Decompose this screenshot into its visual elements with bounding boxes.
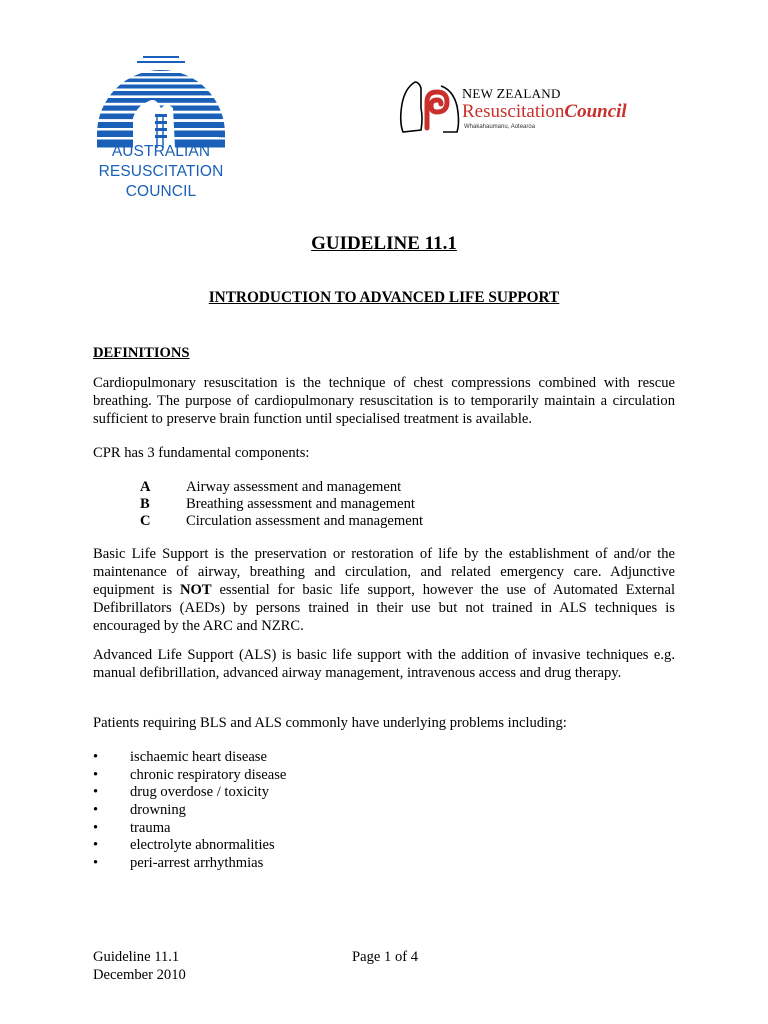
list-item-text: drowning [130, 802, 186, 818]
component-letter: B [140, 496, 150, 512]
arc-logo-line: RESUSCITATION [98, 163, 224, 180]
section-title: INTRODUCTION TO ADVANCED LIFE SUPPORT [208, 289, 560, 306]
bls-definition-paragraph [93, 545, 675, 635]
cpr-definition-paragraph: Cardiopulmonary resuscitation is the technique of chest compressions combined with rescue breathing. The purpose of cardiopulmonary resuscitation is to temporarily maintain a circulation sufficient to preserve brain function until specialised treatment is available. [93, 375, 675, 427]
cpr-components-intro: CPR has 3 fundamental components: [93, 445, 310, 461]
page-number: Page 1 of 4 [352, 949, 419, 965]
bullet-icon: • [93, 820, 99, 836]
footer-date: December 2010 [93, 967, 186, 983]
underlying-problems-intro: Patients requiring BLS and ALS commonly have underlying problems including: [93, 715, 567, 731]
footer-guideline: Guideline 11.1 [93, 949, 180, 965]
nzrc-name-text [462, 101, 627, 123]
footer-left [93, 948, 186, 984]
bls-text-a: Basic Life Support is the preservation or restoration of life by the establishment of and/or the maintenance of airway, breathing and circulation, and related emergency care. Adjunctive equipment is [93, 546, 675, 598]
list-item-text: peri-arrest arrhythmias [130, 855, 264, 871]
nzrc-cap: N [462, 87, 473, 102]
component-letter: A [140, 479, 151, 495]
list-item-text: electrolyte abnormalities [130, 837, 275, 853]
arc-logo-text [92, 142, 230, 202]
nzrc-council: Council [564, 101, 627, 122]
definitions-heading: DEFINITIONS [93, 345, 190, 361]
nzrc-small: EW [472, 86, 497, 101]
bullet-icon: • [93, 767, 99, 783]
guideline-title: GUIDELINE 11.1 [311, 233, 457, 254]
bullet-icon: • [93, 855, 99, 871]
arc-logo-line: COUNCIL [125, 183, 197, 200]
list-item-text: chronic respiratory disease [130, 767, 287, 783]
bullet-icon: • [93, 784, 99, 800]
bullet-icon: • [93, 837, 99, 853]
nzrc-maori-subtitle: Whakahaumanu, Aotearoa [464, 124, 536, 130]
lungs-swirl-icon [397, 78, 463, 136]
list-item-text: ischaemic heart disease [130, 749, 267, 765]
bls-text-b: essential for basic life support, however the use of Automated External Defibrillators (AEDs) by persons trained in their use but not trained in ALS techniques is encouraged by the ARC and NZRC. [93, 582, 675, 634]
nzrc-small: EALAND [505, 86, 561, 101]
arc-trademark: TM [218, 134, 226, 140]
nzrc-resuscitation: Resuscitation [462, 101, 565, 122]
component-text: Breathing assessment and management [186, 496, 415, 512]
list-item-text: drug overdose / toxicity [130, 784, 270, 800]
component-letter: C [140, 513, 151, 529]
bls-emphasis: NOT [180, 582, 212, 598]
bullet-icon: • [93, 802, 99, 818]
bullet-icon: • [93, 749, 99, 765]
arc-logo-line: AUSTRALIAN [111, 143, 211, 160]
component-text: Circulation assessment and management [186, 513, 424, 529]
nzrc-cap: Z [496, 87, 506, 102]
als-definition-paragraph: Advanced Life Support (ALS) is basic life support with the addition of invasive techniques e.g. manual defibrillation, advanced airway management, intravenous access and drug therapy. [93, 647, 675, 681]
list-item-text: trauma [130, 820, 171, 836]
component-text: Airway assessment and management [186, 479, 402, 495]
